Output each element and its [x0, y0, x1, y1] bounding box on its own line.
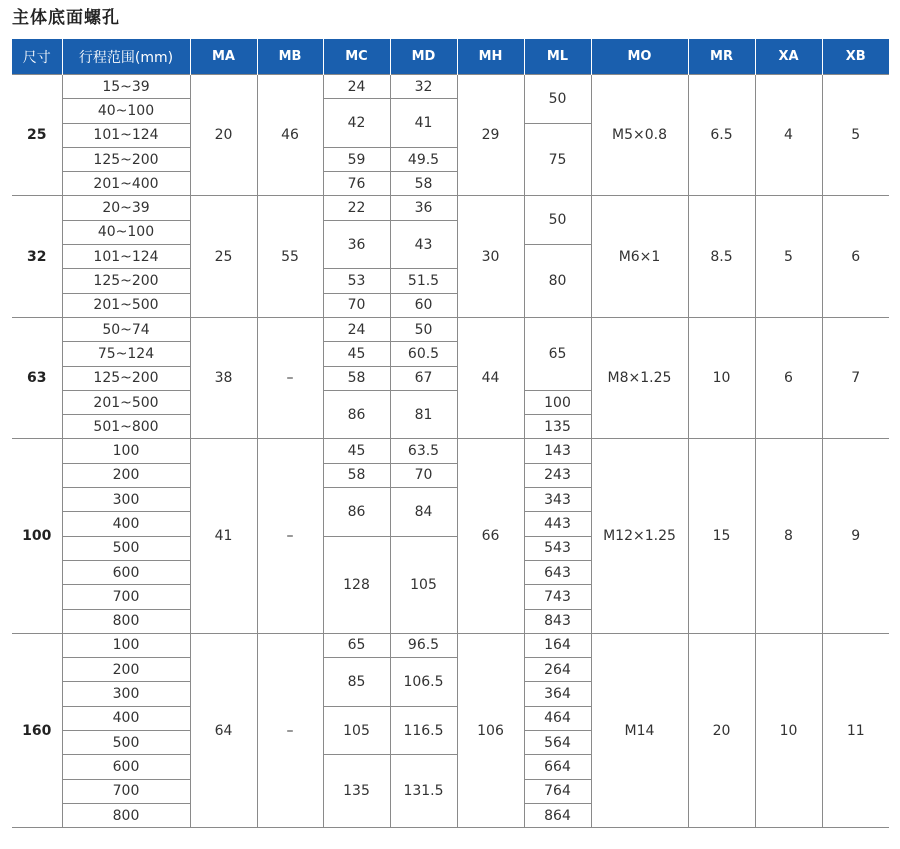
xa-cell: 6: [755, 317, 822, 438]
mh-cell: 44: [457, 317, 524, 438]
mc-cell: 86: [323, 488, 390, 537]
md-cell: 36: [390, 196, 457, 220]
ma-cell: 38: [190, 317, 257, 438]
stroke-range-cell: 15~39: [62, 75, 190, 99]
mc-cell: 45: [323, 439, 390, 463]
mo-cell: M5×0.8: [591, 75, 688, 196]
stroke-range-cell: 800: [62, 609, 190, 633]
ml-cell: 664: [524, 755, 591, 779]
mh-cell: 66: [457, 439, 524, 633]
table-row: [12, 633, 889, 657]
ml-cell: 243: [524, 463, 591, 487]
stroke-range-cell: 200: [62, 658, 190, 682]
ml-cell: 543: [524, 536, 591, 560]
md-cell: 84: [390, 488, 457, 537]
mb-cell: –: [257, 633, 323, 827]
mh-cell: 29: [457, 75, 524, 196]
mc-cell: 58: [323, 463, 390, 487]
mc-cell: 22: [323, 196, 390, 220]
stroke-range-cell: 100: [62, 439, 190, 463]
xa-cell: 4: [755, 75, 822, 196]
md-cell: 51.5: [390, 269, 457, 293]
col-header-mh: MH: [457, 39, 524, 75]
mb-cell: –: [257, 317, 323, 438]
mr-cell: 20: [688, 633, 755, 827]
ma-cell: 25: [190, 196, 257, 317]
md-cell: 116.5: [390, 706, 457, 755]
stroke-range-cell: 400: [62, 706, 190, 730]
ml-cell: 75: [524, 123, 591, 196]
mb-cell: 55: [257, 196, 323, 317]
ml-cell: 164: [524, 633, 591, 657]
mc-cell: 58: [323, 366, 390, 390]
ml-cell: 50: [524, 75, 591, 124]
ml-cell: 343: [524, 488, 591, 512]
ml-cell: 364: [524, 682, 591, 706]
table-row: [12, 317, 889, 341]
md-cell: 67: [390, 366, 457, 390]
page-title: 主体底面螺孔: [12, 8, 120, 28]
stroke-range-cell: 300: [62, 488, 190, 512]
ma-cell: 20: [190, 75, 257, 196]
mo-cell: M14: [591, 633, 688, 827]
stroke-range-cell: 300: [62, 682, 190, 706]
md-cell: 70: [390, 463, 457, 487]
mh-cell: 106: [457, 633, 524, 827]
col-header-ml: ML: [524, 39, 591, 75]
xb-cell: 11: [822, 633, 889, 827]
table-row: [12, 75, 889, 99]
size-cell: 63: [12, 317, 62, 438]
xb-cell: 9: [822, 439, 889, 633]
md-cell: 49.5: [390, 147, 457, 171]
mc-cell: 24: [323, 75, 390, 99]
col-header-stroke-range: 行程范围(mm): [62, 39, 190, 75]
stroke-range-cell: 200: [62, 463, 190, 487]
stroke-range-cell: 700: [62, 585, 190, 609]
mc-cell: 85: [323, 658, 390, 707]
mo-cell: M6×1: [591, 196, 688, 317]
mc-cell: 128: [323, 536, 390, 633]
stroke-range-cell: 125~200: [62, 147, 190, 171]
xb-cell: 5: [822, 75, 889, 196]
stroke-range-cell: 501~800: [62, 415, 190, 439]
md-cell: 131.5: [390, 755, 457, 828]
stroke-range-cell: 600: [62, 755, 190, 779]
mr-cell: 6.5: [688, 75, 755, 196]
stroke-range-cell: 400: [62, 512, 190, 536]
col-header-ma: MA: [190, 39, 257, 75]
mc-cell: 135: [323, 755, 390, 828]
stroke-range-cell: 101~124: [62, 123, 190, 147]
col-header-mo: MO: [591, 39, 688, 75]
size-cell: 32: [12, 196, 62, 317]
stroke-range-cell: 201~500: [62, 390, 190, 414]
mc-cell: 76: [323, 172, 390, 196]
table-row: [12, 439, 889, 463]
mo-cell: M8×1.25: [591, 317, 688, 438]
col-header-xa: XA: [755, 39, 822, 75]
mc-cell: 86: [323, 390, 390, 439]
md-cell: 58: [390, 172, 457, 196]
table-row: [12, 196, 889, 220]
mc-cell: 53: [323, 269, 390, 293]
size-cell: 25: [12, 75, 62, 196]
spec-table: [12, 39, 889, 828]
ml-cell: 743: [524, 585, 591, 609]
md-cell: 96.5: [390, 633, 457, 657]
stroke-range-cell: 500: [62, 536, 190, 560]
ml-cell: 864: [524, 803, 591, 827]
stroke-range-cell: 201~500: [62, 293, 190, 317]
stroke-range-cell: 50~74: [62, 317, 190, 341]
ma-cell: 41: [190, 439, 257, 633]
md-cell: 60.5: [390, 342, 457, 366]
mc-cell: 105: [323, 706, 390, 755]
md-cell: 32: [390, 75, 457, 99]
stroke-range-cell: 201~400: [62, 172, 190, 196]
ml-cell: 135: [524, 415, 591, 439]
ml-cell: 264: [524, 658, 591, 682]
xb-cell: 7: [822, 317, 889, 438]
mb-cell: –: [257, 439, 323, 633]
mc-cell: 45: [323, 342, 390, 366]
col-header-md: MD: [390, 39, 457, 75]
md-cell: 106.5: [390, 658, 457, 707]
xa-cell: 8: [755, 439, 822, 633]
ml-cell: 764: [524, 779, 591, 803]
mh-cell: 30: [457, 196, 524, 317]
stroke-range-cell: 500: [62, 731, 190, 755]
ml-cell: 65: [524, 317, 591, 390]
col-header-mr: MR: [688, 39, 755, 75]
col-header-mb: MB: [257, 39, 323, 75]
ml-cell: 843: [524, 609, 591, 633]
ml-cell: 50: [524, 196, 591, 245]
md-cell: 105: [390, 536, 457, 633]
stroke-range-cell: 20~39: [62, 196, 190, 220]
mc-cell: 24: [323, 317, 390, 341]
col-header-size: 尺寸: [12, 39, 62, 75]
stroke-range-cell: 75~124: [62, 342, 190, 366]
stroke-range-cell: 700: [62, 779, 190, 803]
xa-cell: 10: [755, 633, 822, 827]
md-cell: 43: [390, 220, 457, 269]
stroke-range-cell: 125~200: [62, 269, 190, 293]
ml-cell: 643: [524, 560, 591, 584]
mc-cell: 42: [323, 99, 390, 148]
ml-cell: 100: [524, 390, 591, 414]
stroke-range-cell: 125~200: [62, 366, 190, 390]
ml-cell: 143: [524, 439, 591, 463]
size-cell: 100: [12, 439, 62, 633]
md-cell: 63.5: [390, 439, 457, 463]
md-cell: 60: [390, 293, 457, 317]
ma-cell: 64: [190, 633, 257, 827]
size-cell: 160: [12, 633, 62, 827]
ml-cell: 443: [524, 512, 591, 536]
mo-cell: M12×1.25: [591, 439, 688, 633]
md-cell: 41: [390, 99, 457, 148]
md-cell: 50: [390, 317, 457, 341]
col-header-xb: XB: [822, 39, 889, 75]
col-header-mc: MC: [323, 39, 390, 75]
mr-cell: 10: [688, 317, 755, 438]
mb-cell: 46: [257, 75, 323, 196]
mc-cell: 65: [323, 633, 390, 657]
stroke-range-cell: 101~124: [62, 245, 190, 269]
mc-cell: 36: [323, 220, 390, 269]
stroke-range-cell: 800: [62, 803, 190, 827]
stroke-range-cell: 600: [62, 560, 190, 584]
xb-cell: 6: [822, 196, 889, 317]
header-row: [12, 39, 889, 75]
stroke-range-cell: 40~100: [62, 220, 190, 244]
mc-cell: 70: [323, 293, 390, 317]
xa-cell: 5: [755, 196, 822, 317]
mc-cell: 59: [323, 147, 390, 171]
mr-cell: 15: [688, 439, 755, 633]
stroke-range-cell: 100: [62, 633, 190, 657]
ml-cell: 80: [524, 245, 591, 318]
ml-cell: 464: [524, 706, 591, 730]
mr-cell: 8.5: [688, 196, 755, 317]
md-cell: 81: [390, 390, 457, 439]
ml-cell: 564: [524, 731, 591, 755]
stroke-range-cell: 40~100: [62, 99, 190, 123]
